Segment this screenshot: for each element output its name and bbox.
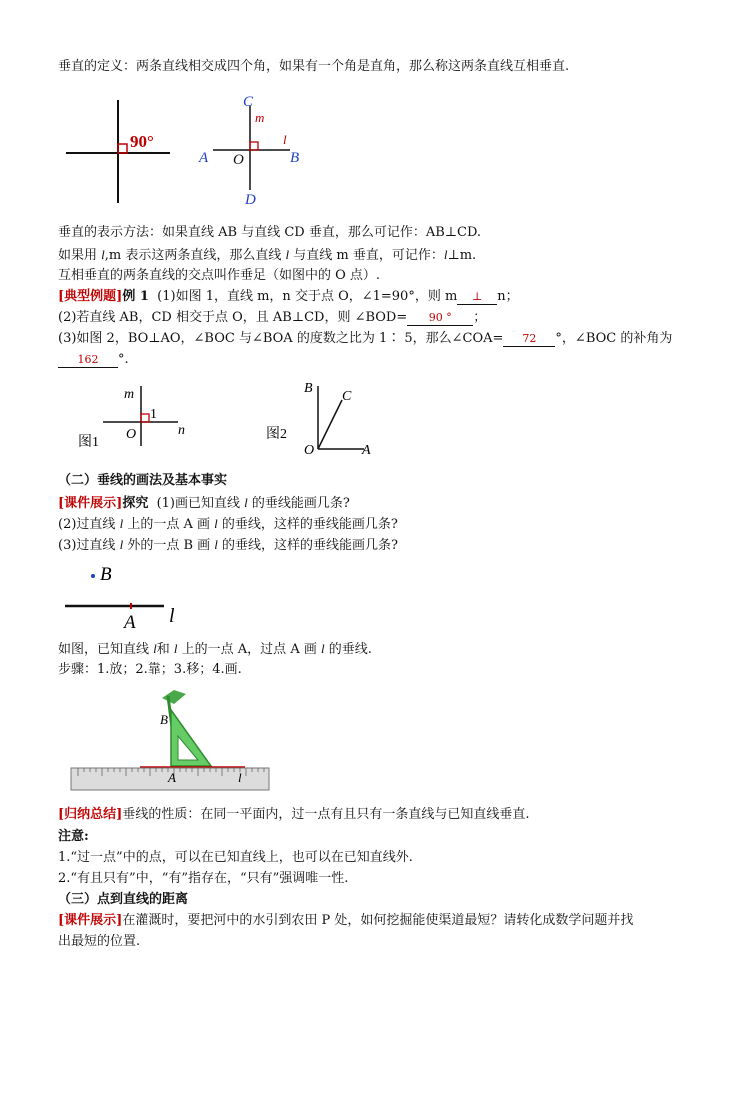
answer-blank-q4: 162 xyxy=(58,353,118,368)
right-angle-mark xyxy=(141,414,149,422)
draw-instruction: 如图，已知直线 l和 l 上的一点 A，过点 A 画 l 的垂线. xyxy=(58,641,372,657)
label-n: n xyxy=(178,423,185,438)
label-C: C xyxy=(243,94,254,110)
point-B xyxy=(91,574,95,578)
label-l: l xyxy=(283,132,287,147)
figure-1 xyxy=(78,382,208,454)
example-q4: 162 °. xyxy=(58,351,129,369)
label-A: A xyxy=(168,770,176,785)
figure-1-caption: 图1 xyxy=(78,435,99,450)
right-angle-mark xyxy=(118,144,127,153)
section-3-title: （三）点到直线的距离 xyxy=(58,892,189,907)
section-2-q2: (2)过直线 l 上的一点 A 画 l 的垂线，这样的垂线能画几条? xyxy=(58,516,398,532)
definition-text: 垂直的定义：两条直线相交成四个角，如果有一个角是直角，那么称这两条直线互相垂直. xyxy=(58,59,570,74)
label-1: 1 xyxy=(150,407,157,422)
label-O: O xyxy=(304,443,315,458)
label-l: l xyxy=(238,770,242,785)
notation-line-1: 垂直的表示方法：如果直线 AB 与直线 CD 垂直，那么可记作：AB⊥CD. xyxy=(58,225,482,240)
label-l: l xyxy=(169,605,175,627)
draw-steps: 步骤：1.放；2.靠；3.移；4.画. xyxy=(58,662,242,677)
perpendicular-figure-abcd xyxy=(195,90,325,210)
label-A: A xyxy=(124,612,136,633)
summary-text: [归纳总结]垂线的性质：在同一平面内，过一点有且只有一条直线与已知直线垂直. xyxy=(58,807,530,822)
example-q1: [典型例题]例 1 (1)如图 1，直线 m，n 交于点 O，∠1=90°，则 m ⊥ n； xyxy=(58,289,519,304)
section-2-q3: (3)过直线 l 外的一点 B 画 l 的垂线，这样的垂线能画几条? xyxy=(58,537,399,553)
angle-90-label: 90° xyxy=(130,132,154,151)
example-q2: (2)若直线 AB，CD 相交于点 O，且 AB⊥CD，则 ∠BOD= 90 ° ； xyxy=(58,310,487,325)
note-1: 1.“过一点”中的点，可以在已知直线上，也可以在已知直线外. xyxy=(58,850,413,865)
label-m: m xyxy=(124,387,135,402)
label-A: A xyxy=(362,443,371,458)
label-O: O xyxy=(233,152,244,168)
label-B: B xyxy=(304,381,313,396)
label-D: D xyxy=(245,192,256,208)
label-B: B xyxy=(160,712,168,727)
notation-line-3: 互相垂直的两条直线的交点叫作垂足（如图中的 O 点）. xyxy=(58,268,381,283)
perpendicular-figure-90 xyxy=(60,95,180,205)
label-B: B xyxy=(100,564,112,585)
label-C: C xyxy=(342,389,352,404)
section-3-text-2: 出最短的位置. xyxy=(58,934,141,949)
figure-line-l-points xyxy=(62,560,192,632)
label-B: B xyxy=(290,150,300,166)
label-O: O xyxy=(126,427,137,442)
section-3-text-1: [课件展示]在灌溉时，要把河中的水引到农田 P 处，如何挖掘能使渠道最短？请转化成数学问题并找 xyxy=(58,913,634,928)
example-q3: (3)如图 2，BO⊥AO，∠BOC 与∠BOA 的度数之比为 1∶ 5，那么∠COA= 72 °，∠BOC 的补角为 xyxy=(58,331,673,346)
label-A: A xyxy=(199,150,209,166)
figure-2-caption: 图2 xyxy=(266,427,287,442)
answer-blank-q3: 72 xyxy=(503,332,555,347)
right-angle-mark xyxy=(250,142,258,150)
note-2: 2.“有且只有”中，“有”指存在，“只有”强调唯一性. xyxy=(58,871,349,886)
section-2-q1: [课件展示]探究 (1)画已知直线 l 的垂线能画几条? xyxy=(58,495,350,511)
note-title: 注意: xyxy=(58,829,89,844)
figure-2 xyxy=(266,378,386,460)
label-m: m xyxy=(255,110,265,125)
section-2-title: （二）垂线的画法及基本事实 xyxy=(58,473,228,488)
ruler-triangle-figure xyxy=(70,686,280,796)
answer-blank-q2: 90 ° xyxy=(407,311,473,326)
notation-line-2: 如果用 l,m 表示这两条直线，那么直线 l 与直线 m 垂直，可记作：l⊥m. xyxy=(58,247,477,263)
answer-blank-q1: ⊥ xyxy=(457,290,497,305)
